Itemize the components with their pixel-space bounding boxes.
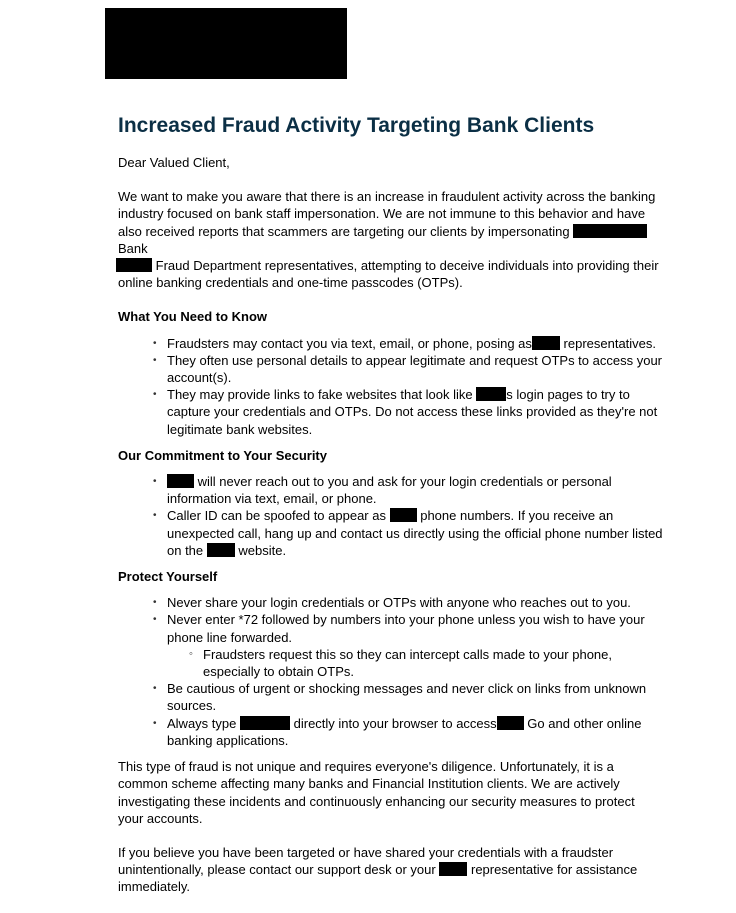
redacted-logo xyxy=(105,8,347,79)
commitment-list xyxy=(118,473,663,559)
redaction-bank-name xyxy=(532,336,560,350)
closing2-text-2: representative for assistance immediately. xyxy=(118,862,638,895)
commitment-b2-text-3: website. xyxy=(238,542,287,558)
protect-b4-text-2: directly into your browser to access xyxy=(293,715,497,731)
protect-b4-text: Always type xyxy=(167,715,237,731)
know-b3-text: They may provide links to fake websites that look like xyxy=(167,387,473,403)
intro-paragraph xyxy=(118,188,663,291)
list-item xyxy=(167,594,663,611)
protect-b2-sub-text: Fraudsters request this so they can intercept calls made to your phone, especially to obtain OTPs. xyxy=(203,646,612,680)
list-item xyxy=(167,680,663,714)
protect-b3-text: Be cautious of urgent or shocking messages and never click on links from unknown sources. xyxy=(167,681,647,714)
know-b3-text-2: s login pages to try to capture your credentials and OTPs. Do not access these links provided as they're not legitimate bank websites. xyxy=(167,387,658,437)
redaction-bank-name-2 xyxy=(116,258,152,272)
list-item xyxy=(167,352,663,386)
list-item xyxy=(203,646,663,680)
know-b1-text: Fraudsters may contact you via text, email, or phone, posing as xyxy=(167,335,532,351)
protect-sublist xyxy=(167,646,663,680)
protect-list xyxy=(118,594,663,749)
page-title: Increased Fraud Activity Targeting Bank Clients xyxy=(118,114,595,137)
redaction-bank-name xyxy=(167,474,194,488)
know-b1-text-2: representatives. xyxy=(563,335,657,351)
intro-text-2: Bank xyxy=(118,240,148,256)
letter-body xyxy=(118,111,663,913)
protect-b2-text: Never enter *72 followed by numbers into your phone unless you wish to have your phone line forwarded. xyxy=(167,612,645,645)
redaction-bank-name xyxy=(390,508,417,522)
list-item xyxy=(167,335,663,352)
protect-b1-text: Never share your login credentials or OTPs with anyone who reaches out to you. xyxy=(167,595,631,611)
know-list xyxy=(118,335,663,438)
protect-b4-text-3: Go and other online banking applications. xyxy=(167,715,642,748)
closing-paragraph-2 xyxy=(118,844,663,896)
list-item xyxy=(167,473,663,507)
commitment-b2-text-2: phone numbers. If you receive an unexpected call, hang up and contact us directly using the official phone number listed on the xyxy=(167,508,663,558)
know-b2-text: They often use personal details to appear legitimate and request OTPs to access your account(s). xyxy=(167,352,662,386)
redaction-bank-name xyxy=(573,224,647,238)
redaction-bank-name xyxy=(439,862,467,876)
intro-text-1: We want to make you aware that there is an increase in fraudulent activity across the banking industry focused on bank staff impersonation. We are not immune to this behavior and have also received reports that scammers are targeting our clients by impersonating xyxy=(118,189,656,239)
section-heading-commitment: Our Commitment to Your Security xyxy=(118,447,327,463)
list-item xyxy=(167,386,663,438)
intro-text-3: Fraud Department representatives, attempting to deceive individuals into providing their online banking credentials and one-time passcodes (OTPs). xyxy=(118,258,659,291)
list-item xyxy=(167,507,663,559)
closing1-text: This type of fraud is not unique and requires everyone's diligence. Unfortunately, it is a common scheme affecting many banks and Financial Institution clients. We are actively investigating these incidents and continuously enhancing our security measures to protect your accounts. xyxy=(118,759,635,826)
section-heading-protect: Protect Yourself xyxy=(118,569,218,585)
redaction-bank-name xyxy=(497,716,524,730)
closing-paragraph-1 xyxy=(118,758,663,827)
closing2-text: If you believe you have been targeted or have shared your credentials with a fraudster unintentionally, please contact our support desk or your xyxy=(118,844,614,878)
redaction-bank-name xyxy=(476,387,506,401)
redaction-website-url xyxy=(240,716,290,730)
section-heading-know: What You Need to Know xyxy=(118,309,268,325)
greeting: Dear Valued Client, xyxy=(118,155,230,170)
list-item xyxy=(167,715,663,749)
commitment-b1-text: will never reach out to you and ask for your login credentials or personal information via text, email, or phone. xyxy=(167,474,612,507)
redaction-bank-name xyxy=(207,543,235,557)
commitment-b2-text: Caller ID can be spoofed to appear as xyxy=(167,508,386,524)
list-item xyxy=(167,611,663,680)
